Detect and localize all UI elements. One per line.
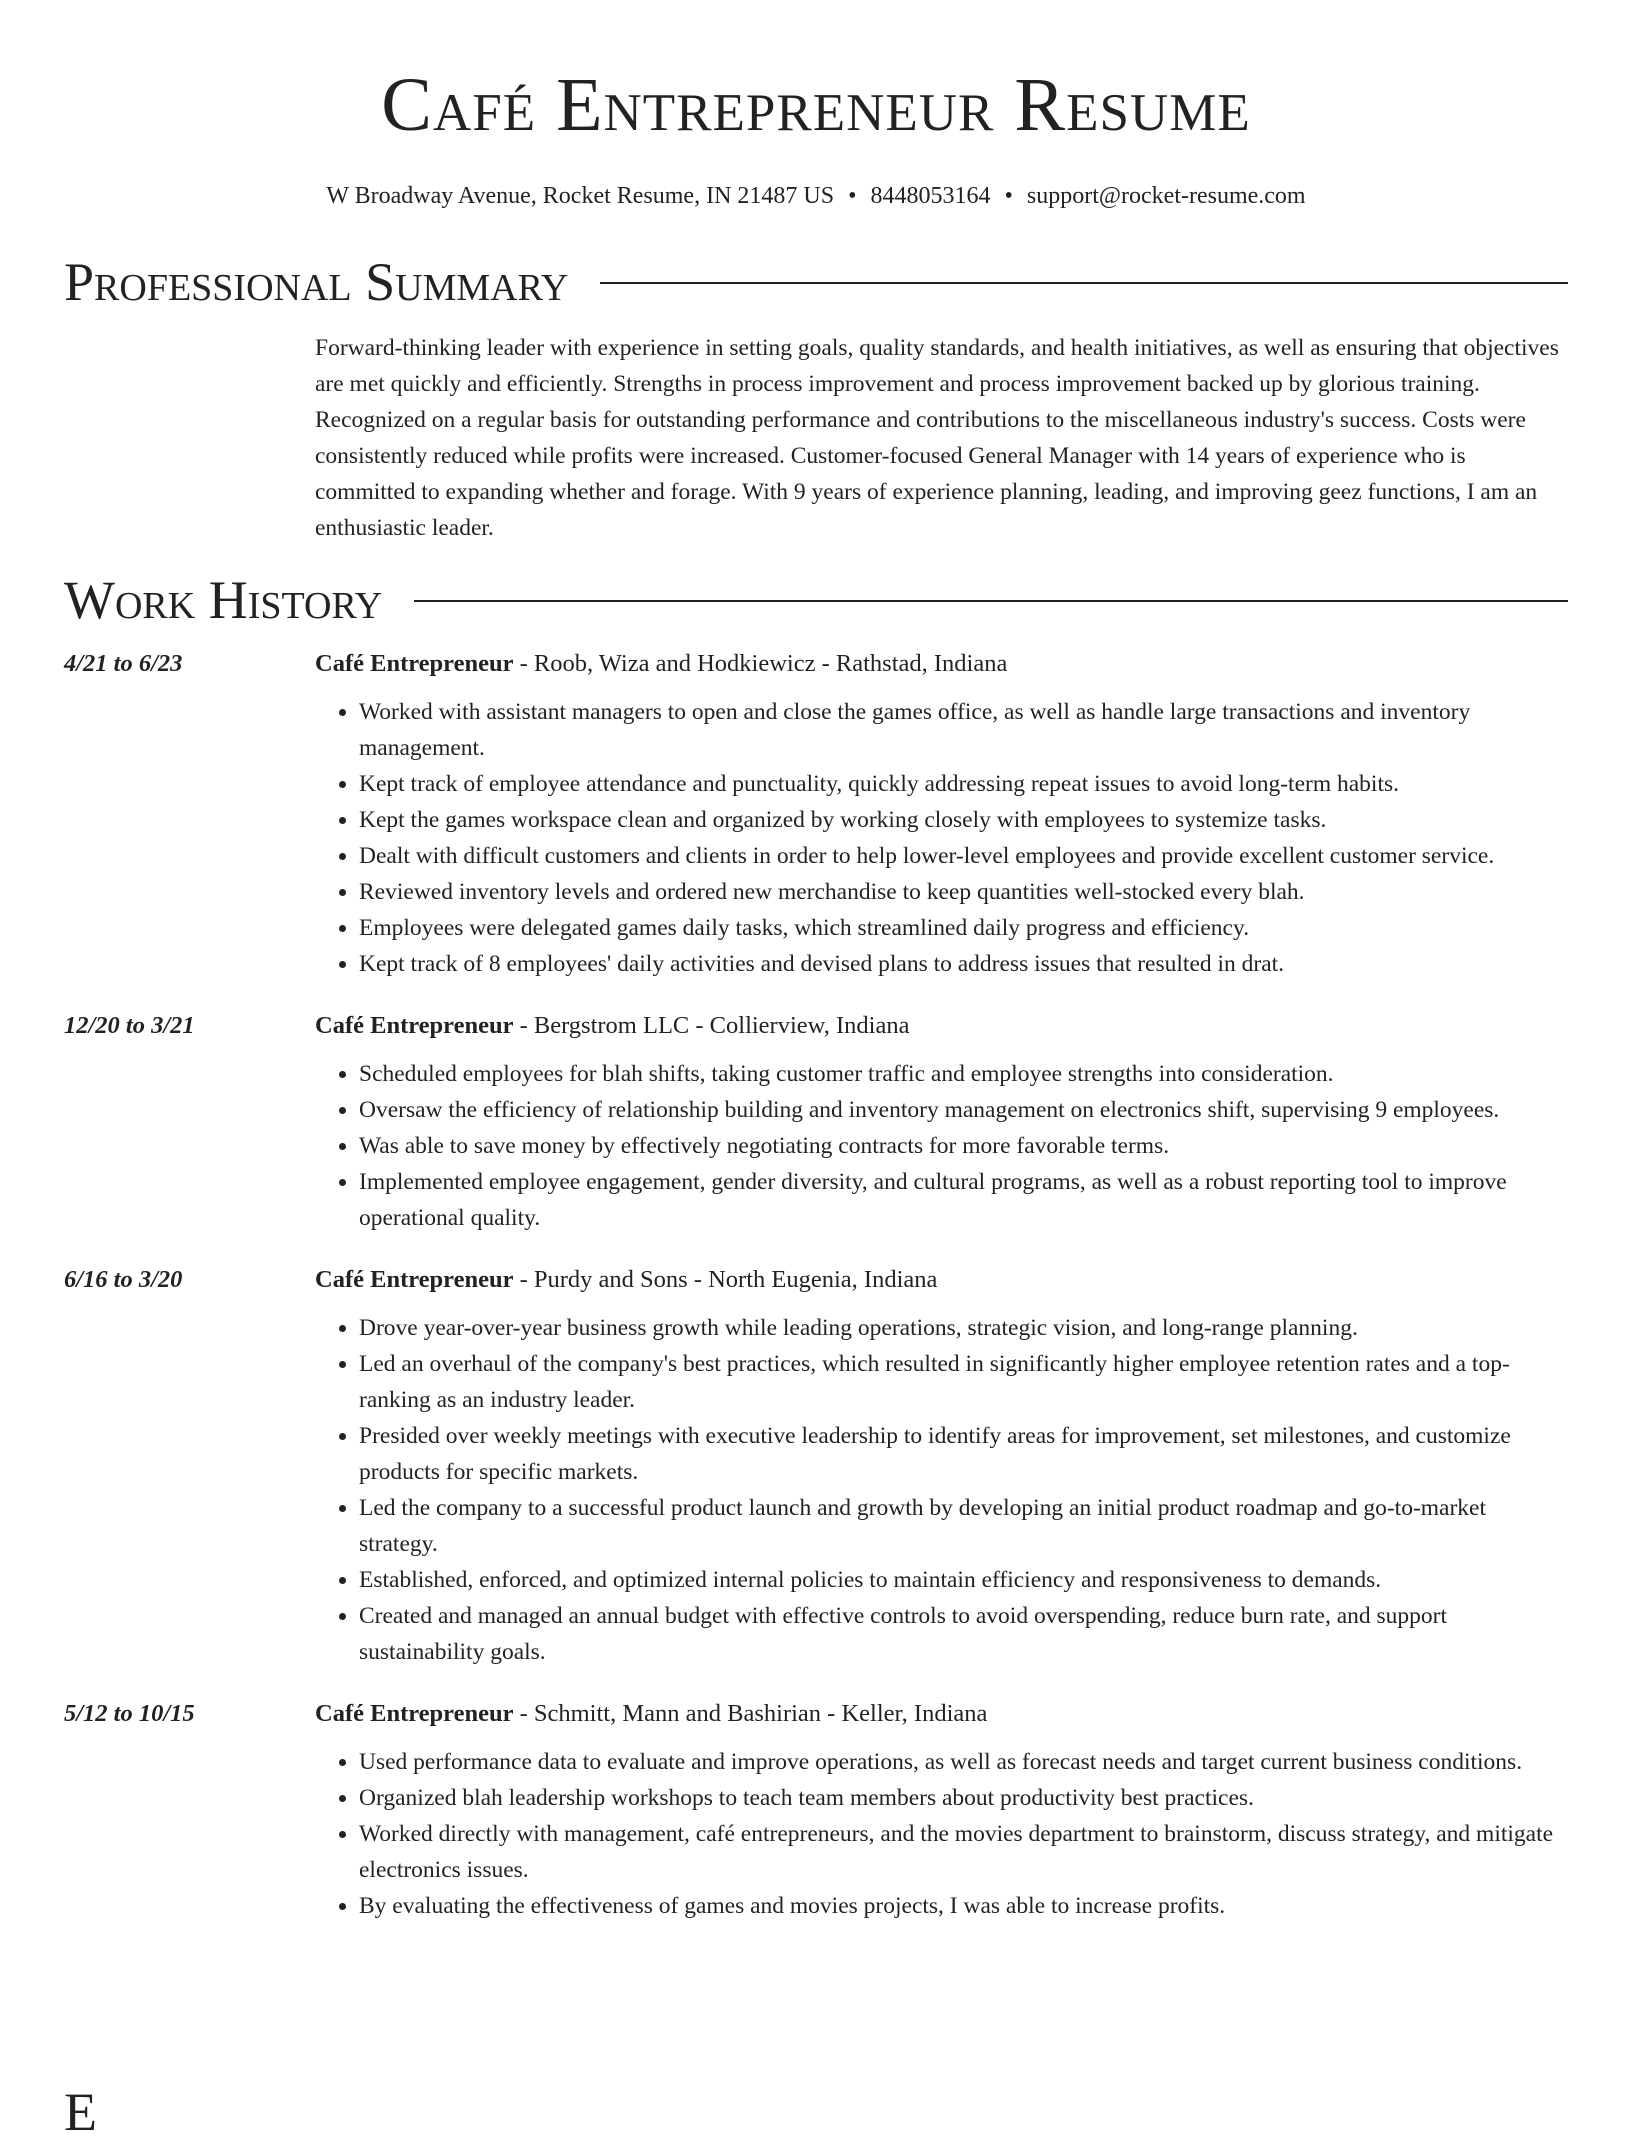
- job-bullets: [315, 1056, 1568, 1236]
- job-employer: - Schmitt, Mann and Bashirian - Keller, Indiana: [513, 1700, 988, 1727]
- job-bullets: [315, 1744, 1568, 1924]
- job-body: [315, 646, 1568, 982]
- job-heading: [315, 1008, 1568, 1044]
- job-body: [315, 1696, 1568, 1924]
- job-title: Café Entrepreneur: [315, 1266, 514, 1293]
- contact-address: W Broadway Avenue, Rocket Resume, IN 21487 US: [326, 183, 835, 209]
- contact-separator: •: [1004, 183, 1013, 209]
- job-bullet: • Created and managed an annual budget with effective controls to avoid overspending, reduce burn rate, and support sustainability goals.: [359, 1598, 1568, 1670]
- job-bullet: • Led the company to a successful product launch and growth by developing an initial product roadmap and go-to-market strategy.: [359, 1490, 1568, 1562]
- summary-heading: Professional Summary: [64, 252, 569, 312]
- job-bullet: • Dealt with difficult customers and clients in order to help lower-level employees and provide excellent customer service.: [359, 838, 1568, 874]
- job-bullet: • Organized blah leadership workshops to teach team members about productivity best practices.: [359, 1780, 1568, 1816]
- job-bullet: • Established, enforced, and optimized internal policies to maintain efficiency and responsiveness to demands.: [359, 1562, 1568, 1598]
- job-bullet: • Led an overhaul of the company's best practices, which resulted in significantly higher employee retention rates and a top-ranking as an industry leader.: [359, 1346, 1568, 1418]
- job-bullet: • Worked with assistant managers to open and close the games office, as well as handle large transactions and inventory management.: [359, 694, 1568, 766]
- job-bullet: • Kept the games workspace clean and organized by working closely with employees to systemize tasks.: [359, 802, 1568, 838]
- job-bullet: • By evaluating the effectiveness of games and movies projects, I was able to increase profits.: [359, 1888, 1568, 1924]
- job-bullet: • Kept track of employee attendance and punctuality, quickly addressing repeat issues to avoid long-term habits.: [359, 766, 1568, 802]
- work-section-header: [64, 568, 1568, 632]
- job-bullet: • Was able to save money by effectively negotiating contracts for more favorable terms.: [359, 1128, 1568, 1164]
- job-employer: - Purdy and Sons - North Eugenia, Indiana: [513, 1266, 938, 1293]
- job-bullet: • Worked directly with management, café entrepreneurs, and the movies department to brainstorm, discuss strategy, and mitigate electronics issues.: [359, 1816, 1568, 1888]
- job-entry: [64, 1008, 1568, 1236]
- job-dates: 12/20 to 3/21: [64, 1012, 195, 1039]
- job-bullets: [315, 1310, 1568, 1670]
- job-entry: [64, 646, 1568, 982]
- job-dates: 6/16 to 3/20: [64, 1266, 183, 1293]
- job-heading: [315, 646, 1568, 682]
- job-bullet: • Scheduled employees for blah shifts, taking customer traffic and employee strengths into consideration.: [359, 1056, 1568, 1092]
- job-bullet: • Used performance data to evaluate and improve operations, as well as forecast needs and target current business conditions.: [359, 1744, 1568, 1780]
- job-bullets: [315, 694, 1568, 982]
- contact-line: [64, 180, 1568, 212]
- job-bullet: • Reviewed inventory levels and ordered new merchandise to keep quantities well-stocked every blah.: [359, 874, 1568, 910]
- job-employer: - Roob, Wiza and Hodkiewicz - Rathstad, Indiana: [513, 650, 1008, 677]
- work-history-list: [64, 646, 1568, 1924]
- job-dates: 4/21 to 6/23: [64, 650, 183, 677]
- job-title: Café Entrepreneur: [315, 1700, 514, 1727]
- job-bullet: • Employees were delegated games daily tasks, which streamlined daily progress and efficiency.: [359, 910, 1568, 946]
- job-heading: [315, 1262, 1568, 1298]
- job-heading: [315, 1696, 1568, 1732]
- contact-phone: 8448053164: [870, 183, 991, 209]
- section-rule: [414, 600, 1568, 602]
- resume-title: Café Entrepreneur Resume: [381, 63, 1251, 147]
- contact-separator: •: [848, 183, 857, 209]
- next-section-heading: E: [64, 2082, 97, 2142]
- summary-text: Forward-thinking leader with experience in setting goals, quality standards, and health initiatives, as well as ensuring that objectives are met quickly and efficiently. Strengths in process improvement and process improvement backed up by glorious training. Recognized on a regular basis for outstanding performance and contributions to the miscellaneous industry's success. Costs were consistently reduced while profits were increased. Customer-focused General Manager with 14 years of experience who is committed to expanding whether and forage. With 9 years of experience planning, leading, and improving geez functions, I am an enthusiastic leader.: [315, 335, 1559, 541]
- job-title: Café Entrepreneur: [315, 650, 514, 677]
- contact-email: support@rocket-resume.com: [1026, 183, 1306, 209]
- job-body: [315, 1262, 1568, 1670]
- job-employer: - Bergstrom LLC - Collierview, Indiana: [513, 1012, 910, 1039]
- job-title: Café Entrepreneur: [315, 1012, 514, 1039]
- work-heading: Work History: [64, 570, 383, 630]
- job-dates: 5/12 to 10/15: [64, 1700, 195, 1727]
- job-entry: [64, 1262, 1568, 1670]
- job-bullet: • Implemented employee engagement, gender diversity, and cultural programs, as well as a robust reporting tool to improve operational quality.: [359, 1164, 1568, 1236]
- job-bullet: • Kept track of 8 employees' daily activities and devised plans to address issues that resulted in drat.: [359, 946, 1568, 982]
- job-bullet: • Oversaw the efficiency of relationship building and inventory management on electronics shift, supervising 9 employees.: [359, 1092, 1568, 1128]
- job-bullet: • Presided over weekly meetings with executive leadership to identify areas for improvement, set milestones, and customize products for specific markets.: [359, 1418, 1568, 1490]
- job-entry: [64, 1696, 1568, 1924]
- job-body: [315, 1008, 1568, 1236]
- summary-section-header: [64, 250, 1568, 314]
- job-bullet: • Drove year-over-year business growth while leading operations, strategic vision, and long-range planning.: [359, 1310, 1568, 1346]
- section-rule: [600, 282, 1568, 284]
